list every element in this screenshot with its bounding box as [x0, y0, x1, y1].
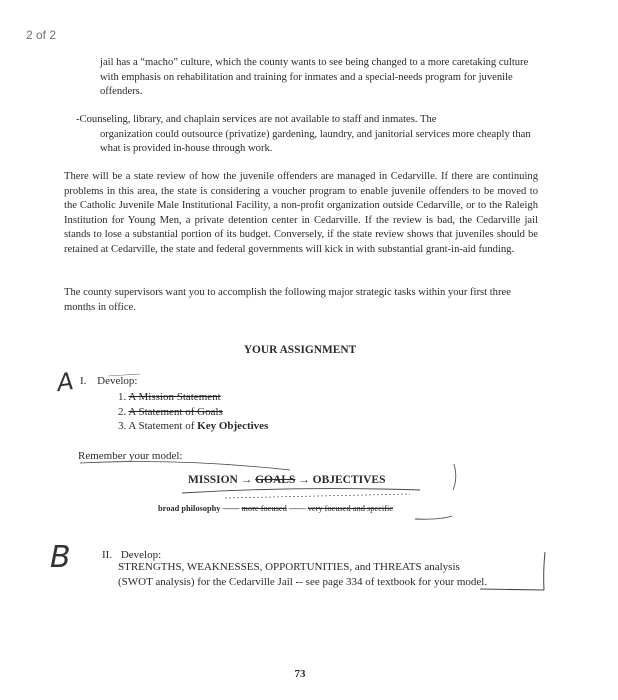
handwritten-mark-a: A [55, 366, 76, 398]
ink-bracket-model [453, 464, 456, 490]
ink-underline-model [182, 489, 420, 493]
list-item-objectives-bold: Key Objectives [197, 420, 269, 432]
paragraph-jail-culture: jail has a “macho” culture, which the county wants to see being changed to a more caretaking culture with emphasis on rehabilitation and training for inmates and a special-needs program for juvenile offenders. [100, 57, 529, 98]
ink-dashed-line-model [225, 494, 410, 498]
model-sub-broad: broad philosophy [158, 504, 221, 513]
model-subtitle: broad philosophy ―― more focused ―― very focused and specific [158, 504, 394, 513]
list-item-number: 3. [118, 420, 127, 432]
model-goals: GOALS [255, 474, 296, 486]
ink-stroke-develop [108, 374, 140, 376]
ink-underline-specific [415, 516, 452, 519]
list-item-number: 2. [118, 405, 127, 418]
ink-bracket-swot [544, 552, 545, 590]
model-objectives: OBJECTIVES [312, 474, 386, 486]
model-mission: MISSION [188, 474, 238, 486]
list-item-goals-statement: A Statement of Goals [128, 405, 223, 418]
ink-underline-remember [80, 462, 290, 470]
model-arrow-1: → [240, 474, 253, 486]
model-arrow-2: → [298, 474, 310, 486]
paragraph-services-first: -Counseling, library, and chaplain services are not available to staff and inmates. The [76, 114, 437, 125]
section-one-label: Develop: [97, 375, 138, 387]
section-two-label: Develop: [120, 549, 162, 561]
page-counter: 2 of 2 [26, 28, 57, 42]
paragraph-services-rest: organization could outsource (privatize) gardening, laundry, and janitorial services more cheaply than what is provided in-house through work. [100, 128, 531, 155]
handwritten-mark-b: B [50, 540, 71, 575]
assignment-heading: YOUR ASSIGNMENT [243, 344, 357, 356]
model-sub-more: more focused [241, 504, 287, 513]
paragraph-strategic-tasks: The county supervisors want you to accomplish the following major strategic tasks within your first three months in office. [64, 287, 511, 313]
list-item-mission-statement: A Mission Statement [128, 391, 221, 403]
ink-underline-swot [480, 589, 544, 590]
page-number: 73 [294, 668, 306, 680]
list-item-number: 1. [118, 391, 127, 403]
section-one-numeral: I. [80, 375, 87, 387]
list-item-objectives-plain: A Statement of [128, 420, 198, 432]
model-sub-very: very focused and specific [307, 504, 394, 513]
swot-line-2: (SWOT analysis) for the Cedarville Jail -- see page 334 of textbook for your model. [118, 575, 488, 588]
swot-line-1: STRENGTHS, WEAKNESSES, OPPORTUNITIES, and THREATS analysis [118, 561, 460, 573]
paragraph-state-review: There will be a state review of how the juvenile offenders are managed in Cedarville. If there are continuing problems in this area, the state is considering a voucher program to enable juvenile offenders to be moved to the Catholic Juvenile Male Institutional Facility, a non-profit organization outside Cedarville, or to the Raleigh Institution for Young Men, a private detention center in Cedarville. If the review is bad, the Cedarville jail stands to lose a substantial portion of its budget. Conversely, if the state review shows that juveniles should be retained at Cedarville, the state and federal governments will kick in with substantial grant-in-aid funding. [64, 171, 538, 255]
remember-model-label: Remember your model: [78, 450, 183, 462]
section-two-numeral: II. [102, 549, 113, 561]
